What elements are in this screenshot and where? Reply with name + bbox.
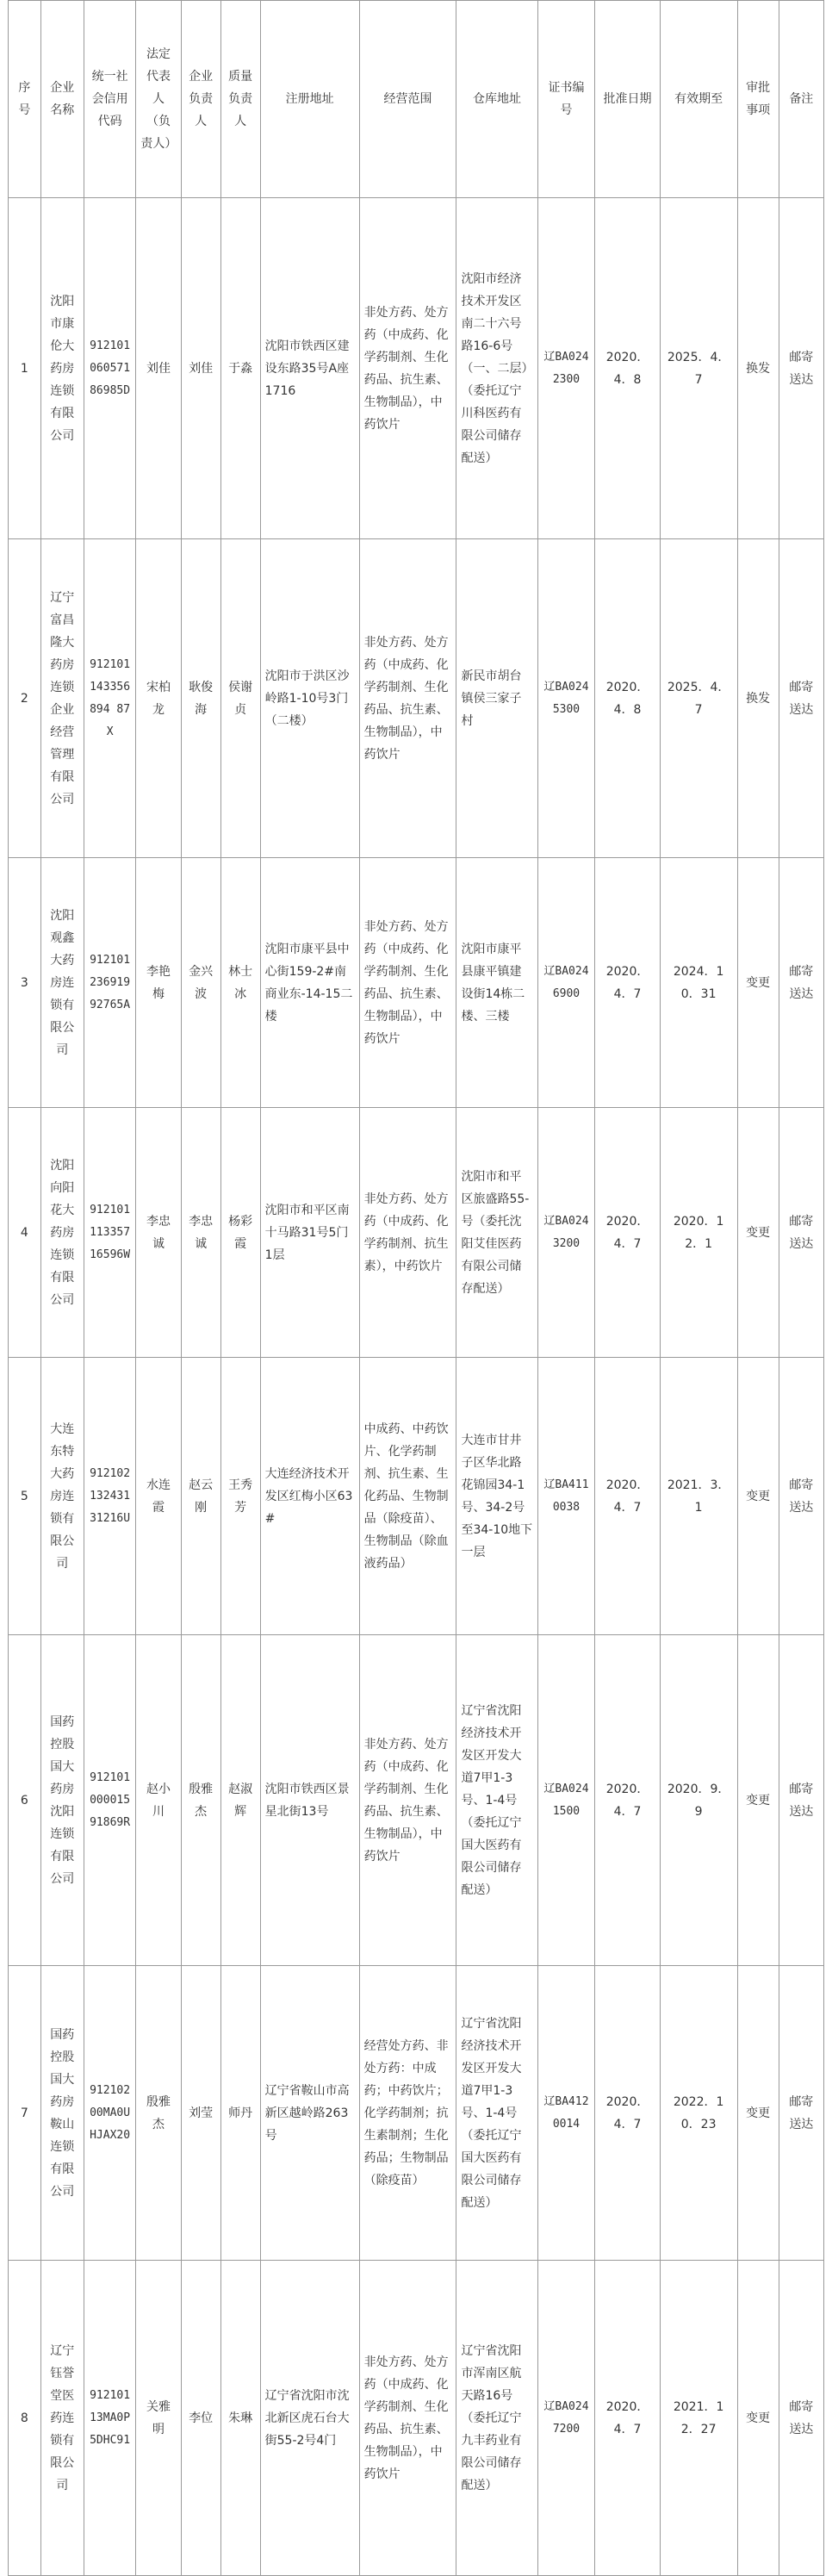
cell-legal-rep: 水连霞	[136, 1358, 181, 1635]
cell-approval-item: 变更	[737, 1966, 779, 2261]
cell-approve-date: 2020．4．7	[595, 2261, 660, 2576]
table-row	[9, 1358, 824, 1635]
cell-seq: 4	[9, 1108, 41, 1358]
cell-reg-address: 沈阳市和平区南十马路31号5门1层	[260, 1108, 359, 1358]
cell-quality: 朱琳	[220, 2261, 260, 2576]
cell-legal-rep: 赵小川	[136, 1635, 181, 1966]
cell-cert-no: 辽BA4120014	[537, 1966, 595, 2261]
cell-valid-until: 2024．10．31	[660, 858, 737, 1108]
cell-cert-no: 辽BA0247200	[537, 2261, 595, 2576]
cell-name: 国药控股国大药房沈阳连锁有限公司	[40, 1635, 84, 1966]
cell-remark: 邮寄送达	[779, 539, 823, 858]
cell-remark: 邮寄送达	[779, 1358, 823, 1635]
cell-name: 辽宁富昌隆大药房连锁企业经营管理有限公司	[40, 539, 84, 858]
cell-approval-item: 变更	[737, 1635, 779, 1966]
cell-cert-no: 辽BA0242300	[537, 198, 595, 539]
header-principal: 企业负责人	[181, 1, 220, 198]
cell-name: 国药控股国大药房鞍山连锁有限公司	[40, 1966, 84, 2261]
cell-legal-rep: 宋柏龙	[136, 539, 181, 858]
cell-valid-until: 2021．3．1	[660, 1358, 737, 1635]
cell-approval-item: 变更	[737, 858, 779, 1108]
cell-scope: 经营处方药、非处方药：中成药；中药饮片；化学药制剂；抗生素制剂；生化药品；生物制品（除疫苗）	[359, 1966, 456, 2261]
cell-warehouse: 沈阳市康平县康平镇建设街14栋二楼、三楼	[456, 858, 537, 1108]
cell-scope: 非处方药、处方药（中成药、化学药制剂、抗生素），中药饮片	[359, 1108, 456, 1358]
cell-credit-code: 91210123691992765A	[84, 858, 136, 1108]
header-credit-code: 统一社会信用代码	[84, 1, 136, 198]
cell-quality: 林士冰	[220, 858, 260, 1108]
cell-approval-item: 变更	[737, 1108, 779, 1358]
cell-scope: 非处方药、处方药（中成药、化学药制剂、生化药品、抗生素、生物制品），中药饮片	[359, 858, 456, 1108]
table-row	[9, 1108, 824, 1358]
cell-seq: 8	[9, 2261, 41, 2576]
cell-remark: 邮寄送达	[779, 1635, 823, 1966]
cell-remark: 邮寄送达	[779, 1966, 823, 2261]
cell-name: 沈阳观鑫大药房连锁有限公司	[40, 858, 84, 1108]
table-row	[9, 2261, 824, 2576]
cell-approve-date: 2020．4．7	[595, 1358, 660, 1635]
cell-cert-no: 辽BA0241500	[537, 1635, 595, 1966]
license-table	[8, 0, 824, 2576]
cell-remark: 邮寄送达	[779, 2261, 823, 2576]
cell-legal-rep: 殷雅杰	[136, 1966, 181, 2261]
cell-warehouse: 辽宁省沈阳经济技术开发区开发大道7甲1-3号、1-4号（委托辽宁国大医药有限公司储存配送）	[456, 1635, 537, 1966]
cell-valid-until: 2020．12．1	[660, 1108, 737, 1358]
cell-seq: 5	[9, 1358, 41, 1635]
cell-principal: 殷雅杰	[181, 1635, 220, 1966]
cell-credit-code: 912101143356894 87X	[84, 539, 136, 858]
cell-principal: 耿俊海	[181, 539, 220, 858]
cell-scope: 非处方药、处方药（中成药、化学药制剂、生化药品、抗生素、生物制品），中药饮片	[359, 539, 456, 858]
table-row	[9, 858, 824, 1108]
cell-quality: 杨彩霞	[220, 1108, 260, 1358]
header-approve-date: 批准日期	[595, 1, 660, 198]
cell-warehouse: 沈阳市经济技术开发区南二十六号路16-6号（一、二层）（委托辽宁川科医药有限公司储存配送）	[456, 198, 537, 539]
cell-approve-date: 2020．4．7	[595, 1966, 660, 2261]
cell-cert-no: 辽BA0243200	[537, 1108, 595, 1358]
cell-valid-until: 2021．12．27	[660, 2261, 737, 2576]
cell-reg-address: 沈阳市康平县中心街159-2#南商业东-14-15二楼	[260, 858, 359, 1108]
cell-seq: 6	[9, 1635, 41, 1966]
header-valid-until: 有效期至	[660, 1, 737, 198]
table-row	[9, 539, 824, 858]
header-warehouse: 仓库地址	[456, 1, 537, 198]
cell-quality: 师丹	[220, 1966, 260, 2261]
cell-remark: 邮寄送达	[779, 198, 823, 539]
cell-approval-item: 换发	[737, 539, 779, 858]
cell-reg-address: 辽宁省鞍山市高新区越岭路263号	[260, 1966, 359, 2261]
cell-warehouse: 新民市胡台镇侯三家子村	[456, 539, 537, 858]
cell-legal-rep: 关雅明	[136, 2261, 181, 2576]
cell-remark: 邮寄送达	[779, 858, 823, 1108]
header-scope: 经营范围	[359, 1, 456, 198]
cell-legal-rep: 李艳梅	[136, 858, 181, 1108]
cell-valid-until: 2022．10．23	[660, 1966, 737, 2261]
cell-legal-rep: 刘佳	[136, 198, 181, 539]
cell-legal-rep: 李忠诚	[136, 1108, 181, 1358]
cell-reg-address: 辽宁省沈阳市沈北新区虎石台大街55-2号4门	[260, 2261, 359, 2576]
cell-quality: 王秀芳	[220, 1358, 260, 1635]
cell-principal: 金兴波	[181, 858, 220, 1108]
table-row	[9, 1966, 824, 2261]
cell-cert-no: 辽BA4110038	[537, 1358, 595, 1635]
cell-seq: 7	[9, 1966, 41, 2261]
cell-scope: 非处方药、处方药（中成药、化学药制剂、生化药品、抗生素、生物制品），中药饮片	[359, 198, 456, 539]
cell-valid-until: 2025．4．7	[660, 539, 737, 858]
cell-credit-code: 91210106057186985D	[84, 198, 136, 539]
cell-name: 沈阳市康伦大药房连锁有限公司	[40, 198, 84, 539]
header-quality: 质量负责人	[220, 1, 260, 198]
cell-credit-code: 91210213243131216U	[84, 1358, 136, 1635]
cell-approval-item: 变更	[737, 1358, 779, 1635]
cell-warehouse: 辽宁省沈阳市浑南区航天路16号（委托辽宁九丰药业有限公司储存配送）	[456, 2261, 537, 2576]
header-row	[9, 1, 824, 198]
cell-warehouse: 辽宁省沈阳经济技术开发区开发大道7甲1-3号、1-4号（委托辽宁国大医药有限公司储存配送）	[456, 1966, 537, 2261]
cell-name: 大连东特大药房连锁有限公司	[40, 1358, 84, 1635]
header-cert-no: 证书编号	[537, 1, 595, 198]
cell-credit-code: 91210111335716596W	[84, 1108, 136, 1358]
header-seq: 序号	[9, 1, 41, 198]
cell-approve-date: 2020．4．7	[595, 858, 660, 1108]
header-approval-item: 审批事项	[737, 1, 779, 198]
cell-principal: 李忠诚	[181, 1108, 220, 1358]
cell-approve-date: 2020．4．8	[595, 198, 660, 539]
cell-principal: 刘佳	[181, 198, 220, 539]
cell-credit-code: 91210113MA0P5DHC91	[84, 2261, 136, 2576]
cell-approve-date: 2020．4．7	[595, 1635, 660, 1966]
cell-quality: 赵淑辉	[220, 1635, 260, 1966]
cell-valid-until: 2025．4．7	[660, 198, 737, 539]
header-name: 企业名称	[40, 1, 84, 198]
cell-warehouse: 大连市甘井子区华北路花锦园34-1号、34-2号至34-10地下一层	[456, 1358, 537, 1635]
header-reg-address: 注册地址	[260, 1, 359, 198]
cell-seq: 1	[9, 198, 41, 539]
cell-credit-code: 91210200MA0UHJAX20	[84, 1966, 136, 2261]
cell-seq: 2	[9, 539, 41, 858]
cell-reg-address: 沈阳市于洪区沙岭路1-10号3门（二楼）	[260, 539, 359, 858]
cell-warehouse: 沈阳市和平区旅盛路55-号（委托沈阳艾佳医药有限公司储存配送）	[456, 1108, 537, 1358]
cell-scope: 中成药、中药饮片、化学药制剂、抗生素、生化药品、生物制品（除疫苗）、生物制品（除血液药品）	[359, 1358, 456, 1635]
cell-valid-until: 2020．9．9	[660, 1635, 737, 1966]
cell-quality: 侯谢贞	[220, 539, 260, 858]
cell-principal: 李位	[181, 2261, 220, 2576]
table-row	[9, 1635, 824, 1966]
cell-approve-date: 2020．4．7	[595, 1108, 660, 1358]
cell-name: 沈阳向阳花大药房连锁有限公司	[40, 1108, 84, 1358]
cell-approval-item: 换发	[737, 198, 779, 539]
cell-seq: 3	[9, 858, 41, 1108]
cell-principal: 赵云刚	[181, 1358, 220, 1635]
cell-quality: 于淼	[220, 198, 260, 539]
cell-credit-code: 91210100001591869R	[84, 1635, 136, 1966]
cell-principal: 刘莹	[181, 1966, 220, 2261]
cell-cert-no: 辽BA0246900	[537, 858, 595, 1108]
cell-scope: 非处方药、处方药（中成药、化学药制剂、生化药品、抗生素、生物制品），中药饮片	[359, 1635, 456, 1966]
header-remark: 备注	[779, 1, 823, 198]
cell-reg-address: 沈阳市铁西区景星北街13号	[260, 1635, 359, 1966]
cell-remark: 邮寄送达	[779, 1108, 823, 1358]
table-row	[9, 198, 824, 539]
header-legal-rep: 法定代表人（负责人）	[136, 1, 181, 198]
cell-approval-item: 变更	[737, 2261, 779, 2576]
cell-cert-no: 辽BA0245300	[537, 539, 595, 858]
cell-scope: 非处方药、处方药（中成药、化学药制剂、生化药品、抗生素、生物制品），中药饮片	[359, 2261, 456, 2576]
cell-name: 辽宁钰誉堂医药连锁有限公司	[40, 2261, 84, 2576]
cell-reg-address: 沈阳市铁西区建设东路35号A座1716	[260, 198, 359, 539]
cell-approve-date: 2020．4．8	[595, 539, 660, 858]
cell-reg-address: 大连经济技术开发区红梅小区63#	[260, 1358, 359, 1635]
